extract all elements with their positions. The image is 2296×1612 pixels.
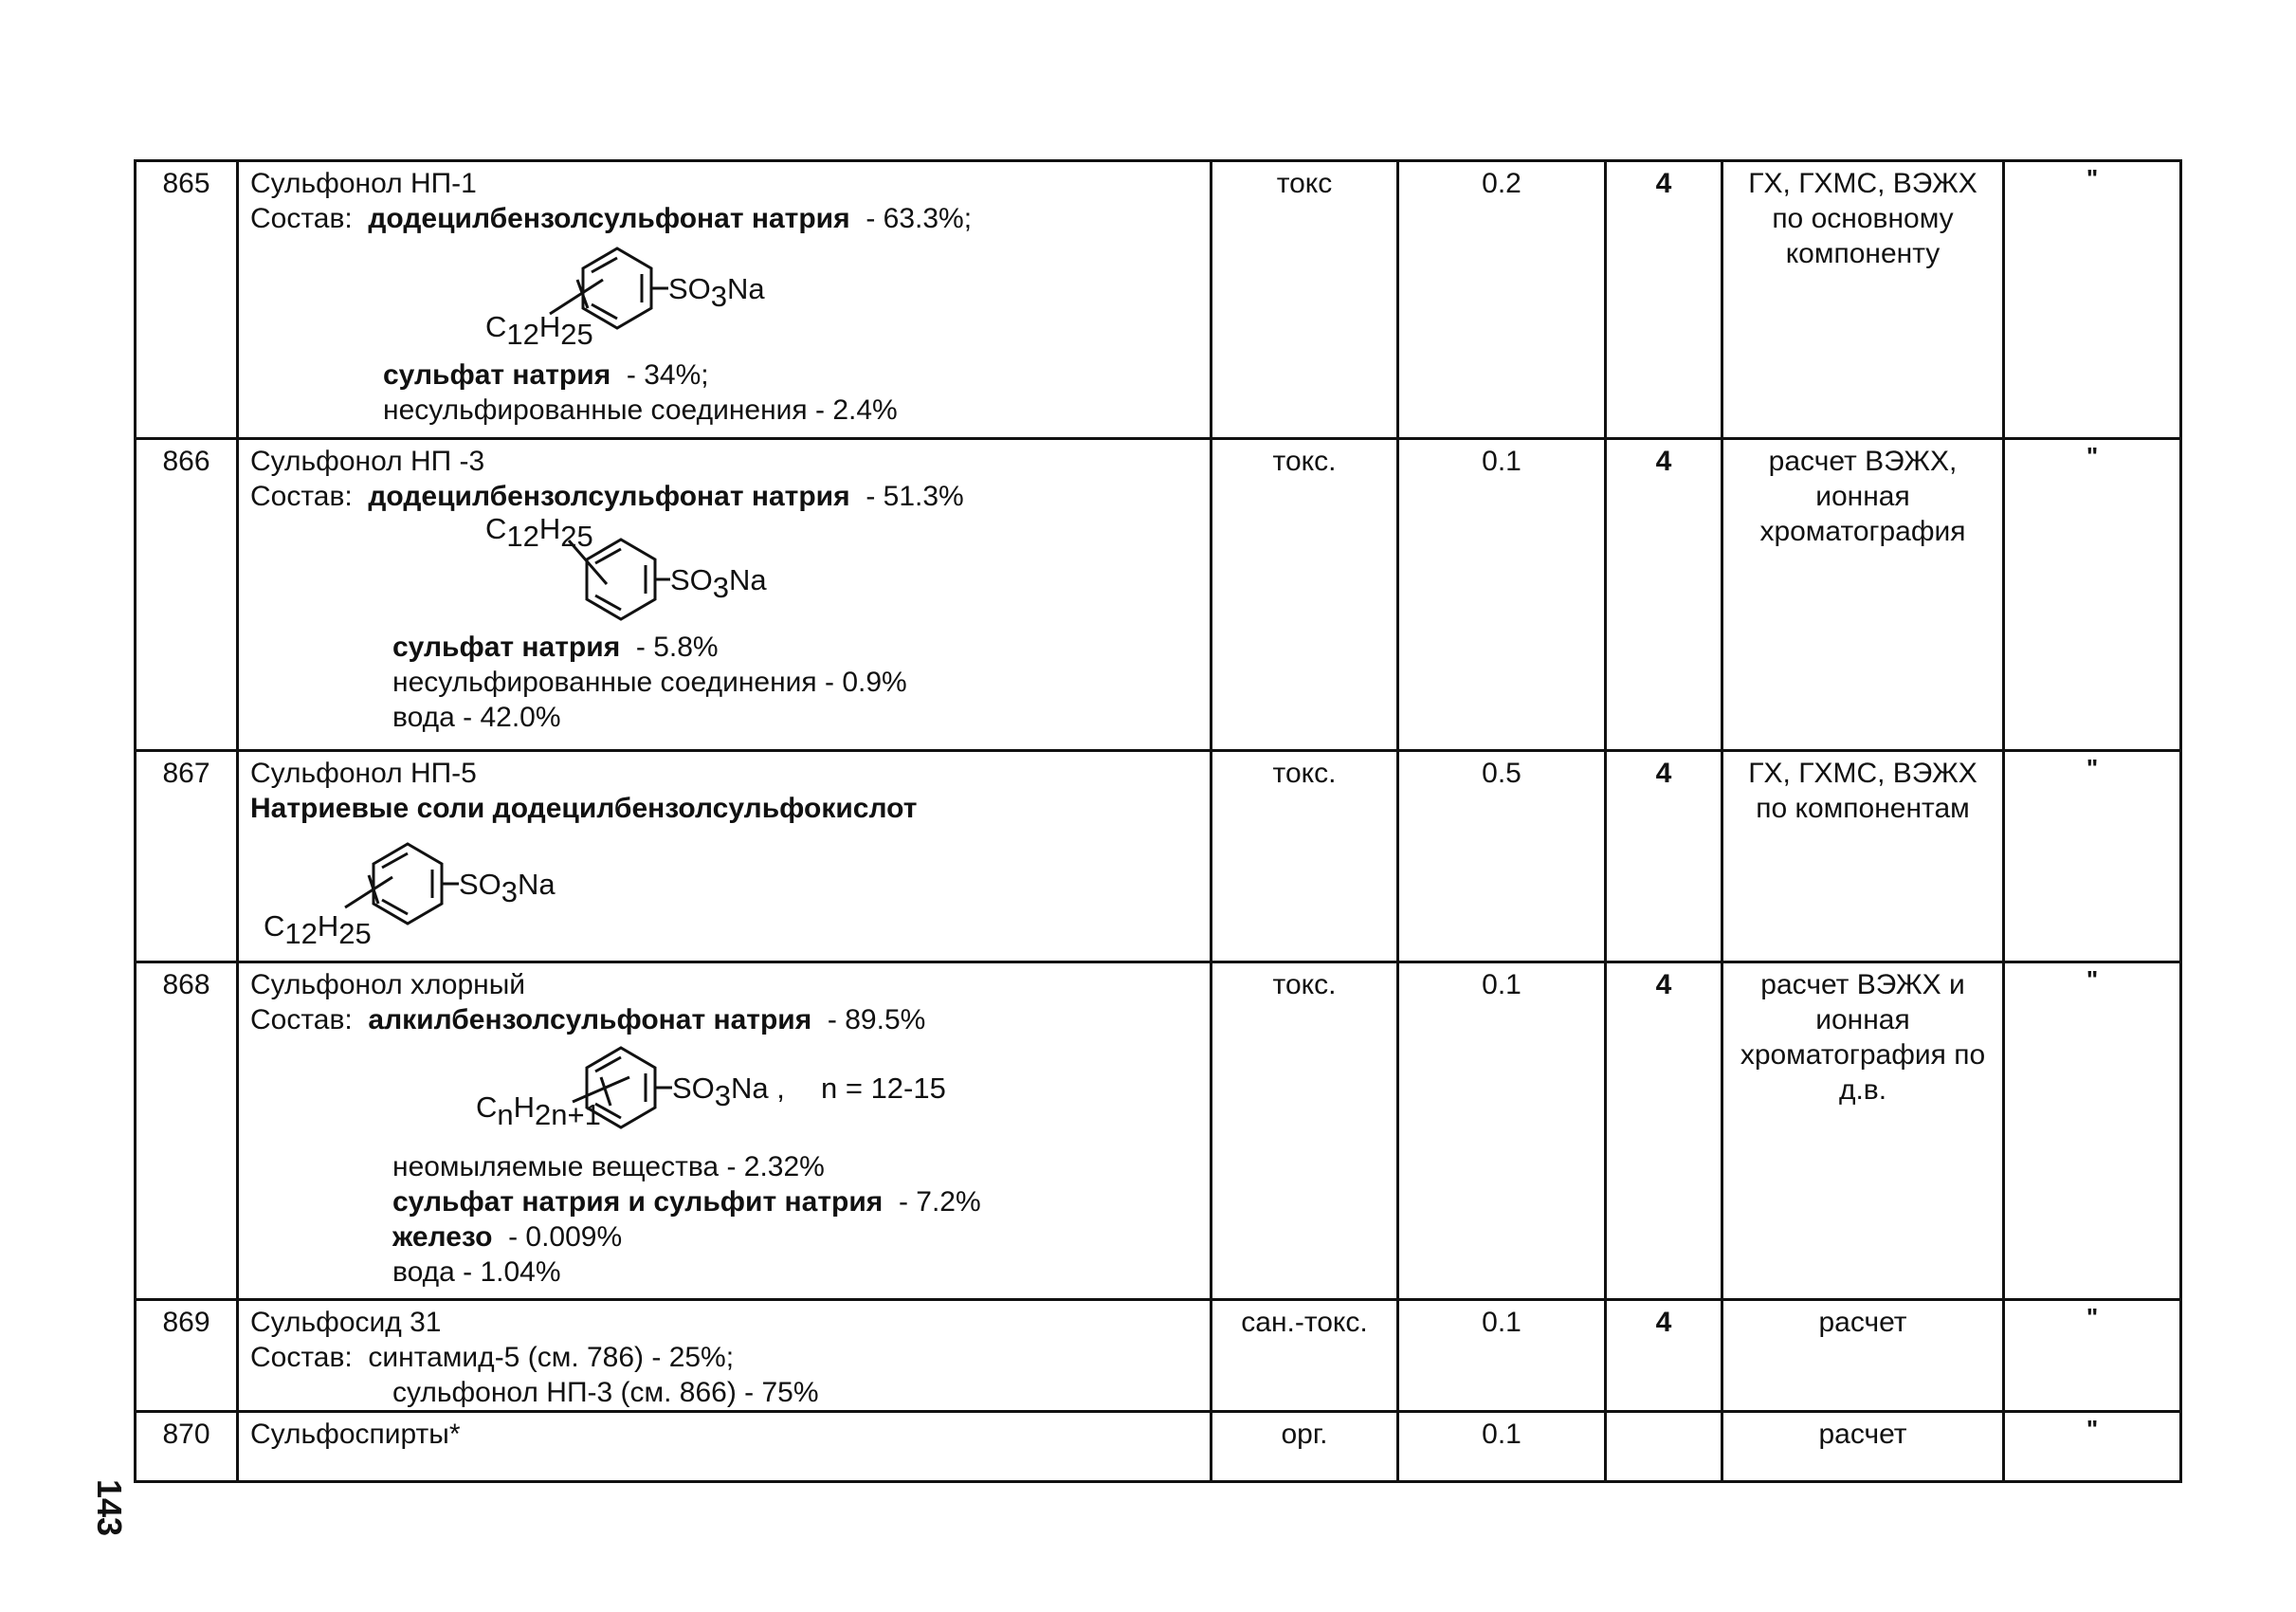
composition-label: Состав: — [250, 1342, 353, 1373]
table-row — [136, 751, 2181, 962]
extra-component — [250, 357, 1198, 393]
row-number: 868 — [136, 962, 238, 1300]
extra-component-text: несульфированные соединения - 2.4% — [383, 394, 898, 426]
substance-description — [238, 751, 1212, 962]
limit-value: 0.5 — [1398, 751, 1606, 962]
extra-component — [250, 1184, 1198, 1219]
composition-line — [250, 1002, 1198, 1037]
table-row — [136, 1300, 2181, 1412]
row-number: 869 — [136, 1300, 238, 1412]
row-number: 866 — [136, 439, 238, 751]
hazard-type: токс. — [1212, 439, 1398, 751]
analysis-method: ГХ, ГХМС, ВЭЖХ по компонентам — [1722, 751, 2004, 962]
group-formula: SO — [670, 563, 713, 596]
hazard-class: 4 — [1606, 1300, 1722, 1412]
substance-name: Сульфосид 31 — [250, 1307, 442, 1338]
composition-line — [250, 1340, 1198, 1375]
row-number: 870 — [136, 1412, 238, 1482]
substance-name: Сульфонол НП-1 — [250, 168, 477, 199]
alkyl-formula: C — [476, 1090, 498, 1124]
group-formula: SO — [668, 272, 711, 305]
main-component: алкилбензолсульфонат натрия — [368, 1004, 812, 1035]
hazard-type: сан.-токс. — [1212, 1300, 1398, 1412]
substance-description — [238, 439, 1212, 751]
main-percent: - 51.3% — [866, 481, 964, 512]
svg-text:SO3Na: SO3Na — [668, 272, 765, 313]
alkyl-formula: C — [264, 909, 285, 943]
n-range: n = 12-15 — [821, 1072, 946, 1105]
limit-value: 0.1 — [1398, 1412, 1606, 1482]
row-number: 867 — [136, 751, 238, 962]
analysis-method: расчет — [1722, 1412, 2004, 1482]
composition-label: Состав: — [250, 1004, 353, 1035]
extra-component-percent: - 7.2% — [898, 1186, 981, 1218]
hazard-class: 4 — [1606, 161, 1722, 439]
substance-subtitle: Натриевые соли додецилбензолсульфокислот — [250, 793, 918, 824]
table-row — [136, 962, 2181, 1300]
group-formula: SO — [459, 868, 501, 901]
substance-description — [238, 962, 1212, 1300]
extra-component-bold: железо — [392, 1221, 493, 1253]
extra-component — [250, 1219, 1198, 1255]
row-number: 865 — [136, 161, 238, 439]
composition-label: Состав: — [250, 203, 353, 234]
benzene-structure-formula — [250, 1039, 971, 1145]
ditto-mark: " — [2004, 751, 2181, 962]
benzene-structure-formula — [250, 828, 743, 949]
hazard-class: 4 — [1606, 439, 1722, 751]
table-row — [136, 161, 2181, 439]
svg-text:C12H25: C12H25 — [485, 512, 593, 553]
extra-component-bold: сульфат натрия — [383, 359, 611, 391]
main-percent: - 63.3%; — [866, 203, 973, 234]
hazard-type: токс. — [1212, 962, 1398, 1300]
extra-component-percent: - 5.8% — [635, 632, 719, 663]
substance-name: Сульфонол НП-5 — [250, 758, 477, 789]
substance-name: Сульфонол хлорный — [250, 969, 526, 1000]
extra-component-text: неомыляемые вещества - 2.32% — [392, 1151, 825, 1182]
extra-component — [250, 630, 1198, 665]
analysis-method: расчет ВЭЖХ, ионная хроматография — [1722, 439, 2004, 751]
benzene-structure-formula — [250, 512, 767, 626]
substance-description — [238, 1412, 1212, 1482]
svg-text:C12H25: C12H25 — [264, 909, 372, 950]
svg-text:SO3Na: SO3Na — [670, 563, 767, 604]
hazard-type: орг. — [1212, 1412, 1398, 1482]
table-row — [136, 1412, 2181, 1482]
composition-line — [250, 479, 1198, 514]
extra-component-text: несульфированные соединения - 0.9% — [392, 667, 907, 698]
limit-value: 0.2 — [1398, 161, 1606, 439]
benzene-structure-formula — [250, 238, 765, 354]
extra-component-percent: - 34%; — [626, 359, 709, 391]
limit-value: 0.1 — [1398, 1300, 1606, 1412]
main-percent: - 89.5% — [827, 1004, 926, 1035]
extra-component-bold: сульфат натрия и сульфит натрия — [392, 1186, 884, 1218]
hazard-type: токс. — [1212, 751, 1398, 962]
hazard-class: 4 — [1606, 751, 1722, 962]
limit-value: 0.1 — [1398, 439, 1606, 751]
extra-component-text: вода - 42.0% — [392, 702, 561, 733]
limit-value: 0.1 — [1398, 962, 1606, 1300]
table-row — [136, 439, 2181, 751]
alkyl-formula: C — [485, 310, 507, 343]
svg-text:CnH2n+1: CnH2n+1 — [476, 1090, 601, 1131]
svg-text:SO3Na: SO3Na — [459, 868, 556, 908]
substance-description — [238, 1300, 1212, 1412]
hazard-class — [1606, 1412, 1722, 1482]
ditto-mark: " — [2004, 1412, 2181, 1482]
ditto-mark: " — [2004, 439, 2181, 751]
composition-label: Состав: — [250, 481, 353, 512]
composition-item: сульфонол НП-3 (см. 866) - 75% — [392, 1377, 819, 1408]
group-formula: SO — [672, 1072, 715, 1105]
analysis-method: расчет — [1722, 1300, 2004, 1412]
substances-table — [134, 159, 2182, 1483]
extra-component-percent: - 0.009% — [508, 1221, 623, 1253]
ditto-mark: " — [2004, 1300, 2181, 1412]
main-component: додецилбензолсульфонат натрия — [368, 203, 850, 234]
hazard-type: токс — [1212, 161, 1398, 439]
svg-text:C12H25: C12H25 — [485, 310, 593, 351]
substance-description — [238, 161, 1212, 439]
analysis-method: ГХ, ГХМС, ВЭЖХ по основному компоненту — [1722, 161, 2004, 439]
composition-line — [250, 201, 1198, 236]
extra-component-bold: сульфат натрия — [392, 632, 621, 663]
page-number: 143 — [90, 1479, 129, 1537]
ditto-mark: " — [2004, 962, 2181, 1300]
hazard-class: 4 — [1606, 962, 1722, 1300]
svg-text:SO3Na ,: SO3Na , — [672, 1072, 785, 1112]
substance-name: Сульфонол НП -3 — [250, 446, 485, 477]
composition-item: синтамид-5 (см. 786) - 25%; — [368, 1342, 735, 1373]
analysis-method: расчет ВЭЖХ и ионная хроматография по д.в. — [1722, 962, 2004, 1300]
main-component: додецилбензолсульфонат натрия — [368, 481, 850, 512]
alkyl-formula: C — [485, 512, 507, 545]
substance-name: Сульфоспирты* — [250, 1419, 461, 1450]
ditto-mark: " — [2004, 161, 2181, 439]
extra-component-text: вода - 1.04% — [392, 1256, 561, 1288]
